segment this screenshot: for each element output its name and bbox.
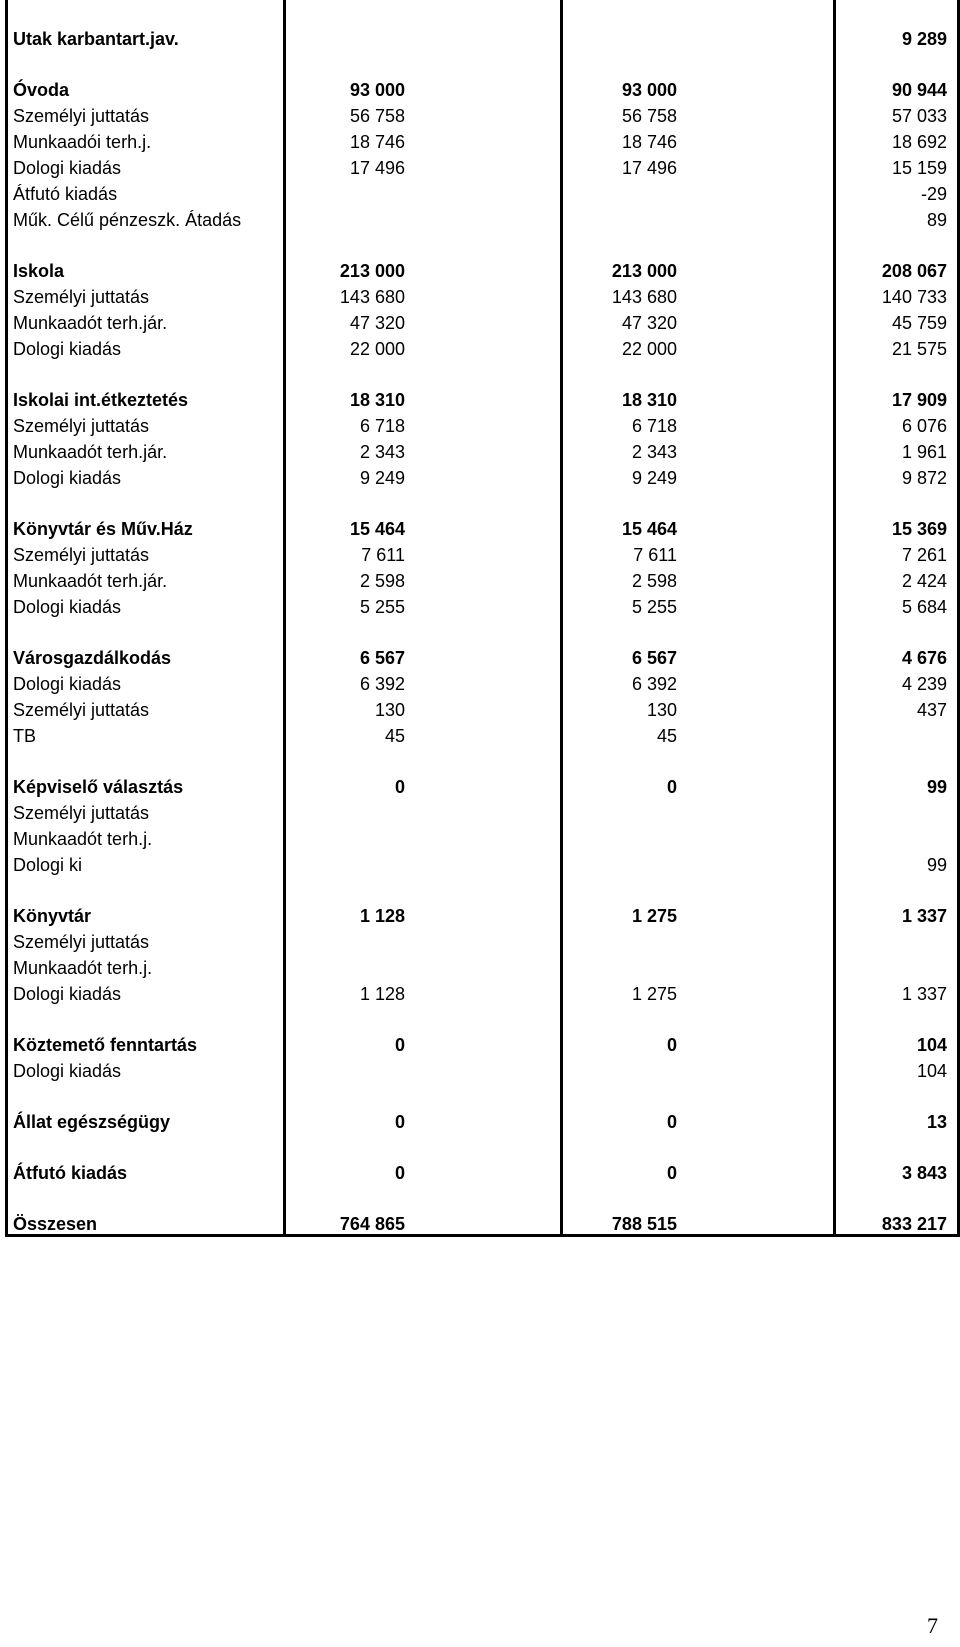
table-row [5, 697, 960, 724]
row-label: Munkaadót terh.j. [13, 829, 153, 849]
value-modified: 93 000 [621, 80, 677, 100]
row-label: Személyi juttatás [13, 106, 150, 126]
value-modified: 18 310 [621, 390, 677, 410]
row-label: Dologi kiadás [13, 984, 122, 1004]
row-label: Személyi juttatás [13, 545, 150, 565]
table-row [5, 671, 960, 698]
value-modified: 788 515 [611, 1214, 677, 1234]
value-actual: 6 076 [901, 416, 947, 436]
row-label: Iskola [13, 261, 65, 281]
value-actual: 437 [916, 700, 947, 720]
value-plan: 7 611 [361, 545, 405, 565]
row-label: Műk. Célű pénzeszk. Átadás [13, 210, 242, 230]
table-row [5, 852, 960, 879]
value-modified: 45 [656, 726, 677, 746]
value-actual: 104 [916, 1035, 947, 1055]
table-row [5, 1109, 960, 1136]
row-label: Utak karbantart.jav. [13, 29, 179, 49]
value-plan: 15 464 [349, 519, 405, 539]
row-label: Munkaadót terh.j. [13, 958, 153, 978]
value-plan: 22 000 [349, 339, 405, 359]
value-actual: 9 872 [901, 468, 947, 488]
row-label: Dologi ki [13, 855, 83, 875]
value-plan: 47 320 [349, 313, 405, 333]
value-plan: 0 [394, 1112, 405, 1132]
value-modified: 6 718 [631, 416, 677, 436]
value-actual: 18 692 [891, 132, 947, 152]
value-actual: 21 575 [891, 339, 947, 359]
value-modified: 5 255 [631, 597, 677, 617]
table-row [5, 1211, 960, 1238]
table-row [5, 981, 960, 1008]
table-row [5, 387, 960, 414]
table-row [5, 336, 960, 363]
value-modified: 6 567 [631, 648, 677, 668]
value-actual: 4 676 [901, 648, 947, 668]
value-actual: 1 961 [901, 442, 947, 462]
row-label: Köztemető fenntartás [13, 1035, 198, 1055]
value-actual: 15 369 [891, 519, 947, 539]
value-actual: 140 733 [881, 287, 947, 307]
table-row [5, 1032, 960, 1059]
value-plan: 1 128 [359, 906, 405, 926]
value-plan: 18 746 [349, 132, 405, 152]
table-row [5, 645, 960, 672]
table-row [5, 568, 960, 595]
value-modified: 2 343 [631, 442, 677, 462]
value-modified: 6 392 [631, 674, 677, 694]
row-label: Munkaadót terh.jár. [13, 571, 168, 591]
value-modified: 22 000 [621, 339, 677, 359]
value-modified: 18 746 [621, 132, 677, 152]
table-row [5, 181, 960, 208]
table-row [5, 129, 960, 156]
value-modified: 0 [666, 1112, 677, 1132]
row-label: Összesen [13, 1214, 98, 1234]
row-label: TB [13, 726, 37, 746]
value-actual: 13 [926, 1112, 947, 1132]
value-actual: 833 217 [881, 1214, 947, 1234]
value-modified: 56 758 [621, 106, 677, 126]
value-actual: 5 684 [901, 597, 947, 617]
value-plan: 764 865 [339, 1214, 405, 1234]
value-modified: 15 464 [621, 519, 677, 539]
row-label: Dologi kiadás [13, 158, 122, 178]
value-modified: 2 598 [631, 571, 677, 591]
value-actual: 208 067 [881, 261, 947, 281]
table-row [5, 77, 960, 104]
value-modified: 1 275 [631, 906, 677, 926]
value-actual: 57 033 [891, 106, 947, 126]
row-label: Személyi juttatás [13, 700, 150, 720]
table-row [5, 723, 960, 750]
row-label: Óvoda [13, 80, 70, 100]
row-label: Állat egészségügy [13, 1112, 171, 1132]
value-plan: 0 [394, 777, 405, 797]
table-row [5, 516, 960, 543]
row-label: Átfutó kiadás [13, 1163, 128, 1183]
value-modified: 9 249 [631, 468, 677, 488]
table-row [5, 103, 960, 130]
value-actual: 99 [926, 855, 947, 875]
value-plan: 56 758 [349, 106, 405, 126]
value-plan: 1 128 [359, 984, 405, 1004]
value-actual: 9 289 [901, 29, 947, 49]
row-label: Személyi juttatás [13, 932, 150, 952]
value-plan: 213 000 [339, 261, 405, 281]
row-label: Képviselő választás [13, 777, 184, 797]
row-label: Városgazdálkodás [13, 648, 172, 668]
value-modified: 0 [666, 777, 677, 797]
value-actual: 2 424 [901, 571, 947, 591]
value-plan: 0 [394, 1163, 405, 1183]
value-plan: 130 [374, 700, 405, 720]
value-modified: 7 611 [633, 545, 677, 565]
page-number: 7 [927, 1613, 938, 1638]
value-plan: 2 598 [359, 571, 405, 591]
value-modified: 0 [666, 1035, 677, 1055]
value-plan: 6 567 [359, 648, 405, 668]
table-row [5, 413, 960, 440]
value-plan: 93 000 [349, 80, 405, 100]
value-plan: 5 255 [359, 597, 405, 617]
value-plan: 0 [394, 1035, 405, 1055]
table-row [5, 310, 960, 337]
row-label: Munkaadót terh.jár. [13, 313, 168, 333]
table-row [5, 774, 960, 801]
value-modified: 17 496 [621, 158, 677, 178]
table-row [5, 258, 960, 285]
table-row [5, 1058, 960, 1085]
table-row [5, 284, 960, 311]
row-label: Személyi juttatás [13, 416, 150, 436]
table-row [5, 955, 960, 982]
value-actual: -29 [920, 184, 947, 204]
value-plan: 2 343 [359, 442, 405, 462]
value-plan: 45 [384, 726, 405, 746]
value-modified: 1 275 [631, 984, 677, 1004]
value-plan: 6 718 [359, 416, 405, 436]
row-label: Könyvtár és Műv.Ház [13, 519, 193, 539]
value-plan: 6 392 [359, 674, 405, 694]
value-modified: 47 320 [621, 313, 677, 333]
table-row [5, 207, 960, 234]
row-label: Személyi juttatás [13, 803, 150, 823]
value-actual: 4 239 [901, 674, 947, 694]
table-row [5, 439, 960, 466]
table-row [5, 1160, 960, 1187]
table-row [5, 594, 960, 621]
table-row [5, 800, 960, 827]
row-label: Dologi kiadás [13, 597, 122, 617]
table-row [5, 929, 960, 956]
row-label: Munkaadói terh.j. [13, 132, 152, 152]
row-label: Dologi kiadás [13, 674, 122, 694]
table-row [5, 155, 960, 182]
value-modified: 130 [646, 700, 677, 720]
value-actual: 99 [926, 777, 947, 797]
value-actual: 17 909 [891, 390, 947, 410]
row-label: Dologi kiadás [13, 468, 122, 488]
value-plan: 143 680 [339, 287, 405, 307]
row-label: Könyvtár [13, 906, 92, 926]
value-actual: 7 261 [901, 545, 947, 565]
table-row [5, 465, 960, 492]
value-actual: 89 [926, 210, 947, 230]
row-label: Iskolai int.étkeztetés [13, 390, 189, 410]
row-label: Dologi kiadás [13, 339, 122, 359]
value-actual: 1 337 [901, 984, 947, 1004]
table-row [5, 903, 960, 930]
row-label: Munkaadót terh.jár. [13, 442, 168, 462]
value-actual: 104 [916, 1061, 947, 1081]
value-plan: 17 496 [349, 158, 405, 178]
value-actual: 45 759 [891, 313, 947, 333]
value-modified: 143 680 [611, 287, 677, 307]
value-modified: 0 [666, 1163, 677, 1183]
value-modified: 213 000 [611, 261, 677, 281]
value-actual: 15 159 [891, 158, 947, 178]
table-row [5, 26, 960, 53]
value-actual: 1 337 [901, 906, 947, 926]
table-row [5, 542, 960, 569]
value-actual: 3 843 [901, 1163, 947, 1183]
value-plan: 18 310 [349, 390, 405, 410]
value-plan: 9 249 [359, 468, 405, 488]
value-actual: 90 944 [891, 80, 947, 100]
table-row [5, 826, 960, 853]
row-label: Dologi kiadás [13, 1061, 122, 1081]
row-label: Személyi juttatás [13, 287, 150, 307]
row-label: Átfutó kiadás [13, 184, 118, 204]
